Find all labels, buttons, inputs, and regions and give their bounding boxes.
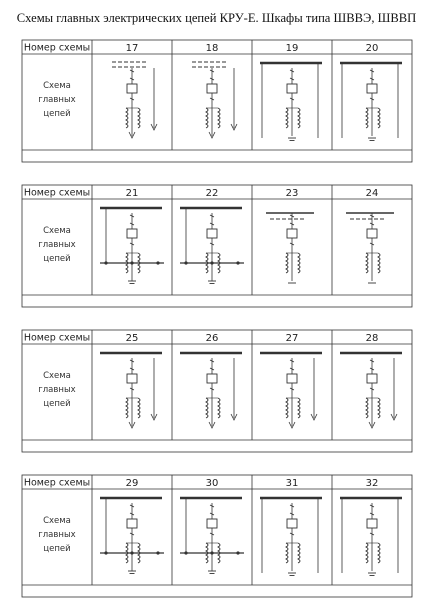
scheme-table <box>22 185 412 307</box>
scheme-number: 22 <box>205 188 219 199</box>
row-label-line: цепей <box>43 544 71 554</box>
row-header: Номер схемы <box>23 477 91 489</box>
row-label-line: цепей <box>43 399 71 409</box>
row-label-line: цепей <box>43 254 71 264</box>
scheme-number: 24 <box>365 188 379 199</box>
scheme-diagram <box>260 353 322 428</box>
scheme-number: 19 <box>285 43 299 54</box>
scheme-diagram <box>180 353 242 428</box>
scheme-diagram <box>346 213 394 283</box>
scheme-table <box>22 40 412 162</box>
row-label-line: главных <box>38 385 76 395</box>
scheme-diagram <box>100 498 164 574</box>
row-label-line: главных <box>38 530 76 540</box>
scheme-table <box>22 330 412 452</box>
row-label-line: Схема <box>43 516 71 526</box>
scheme-diagram <box>260 63 322 141</box>
scheme-diagram <box>112 62 157 138</box>
scheme-number: 21 <box>125 188 139 199</box>
scheme-diagram <box>192 62 237 138</box>
scheme-diagram <box>100 208 164 284</box>
scheme-number: 23 <box>285 188 299 199</box>
row-label-line: Схема <box>43 81 71 91</box>
scheme-number: 30 <box>205 478 219 489</box>
scheme-number: 29 <box>125 478 139 489</box>
scheme-number: 27 <box>285 333 299 344</box>
scheme-number: 31 <box>285 478 299 489</box>
row-label-line: Схема <box>43 226 71 236</box>
scheme-table <box>22 475 412 597</box>
scheme-number: 28 <box>365 333 379 344</box>
scheme-diagram <box>266 213 314 283</box>
row-label-line: цепей <box>43 109 71 119</box>
scheme-diagram <box>340 498 402 576</box>
scheme-number: 32 <box>365 478 379 489</box>
scheme-number: 26 <box>205 333 219 344</box>
scheme-number: 18 <box>205 43 219 54</box>
page-title: Схемы главных электрических цепей КРУ-Е. Шкафы типа ШВВЭ, ШВВП <box>16 11 417 25</box>
scheme-diagram <box>340 63 402 141</box>
row-header: Номер схемы <box>23 42 91 54</box>
row-label-line: главных <box>38 240 76 250</box>
scheme-number: 20 <box>365 43 379 54</box>
scheme-diagram <box>180 208 244 284</box>
scheme-number: 25 <box>125 333 139 344</box>
scheme-diagram <box>260 498 322 576</box>
scheme-number: 17 <box>125 43 139 54</box>
scheme-diagram <box>340 353 402 428</box>
row-header: Номер схемы <box>23 332 91 344</box>
row-label-line: Схема <box>43 371 71 381</box>
scheme-diagram <box>180 498 244 574</box>
row-header: Номер схемы <box>23 187 91 199</box>
scheme-diagram <box>100 353 162 428</box>
row-label-line: главных <box>38 95 76 105</box>
